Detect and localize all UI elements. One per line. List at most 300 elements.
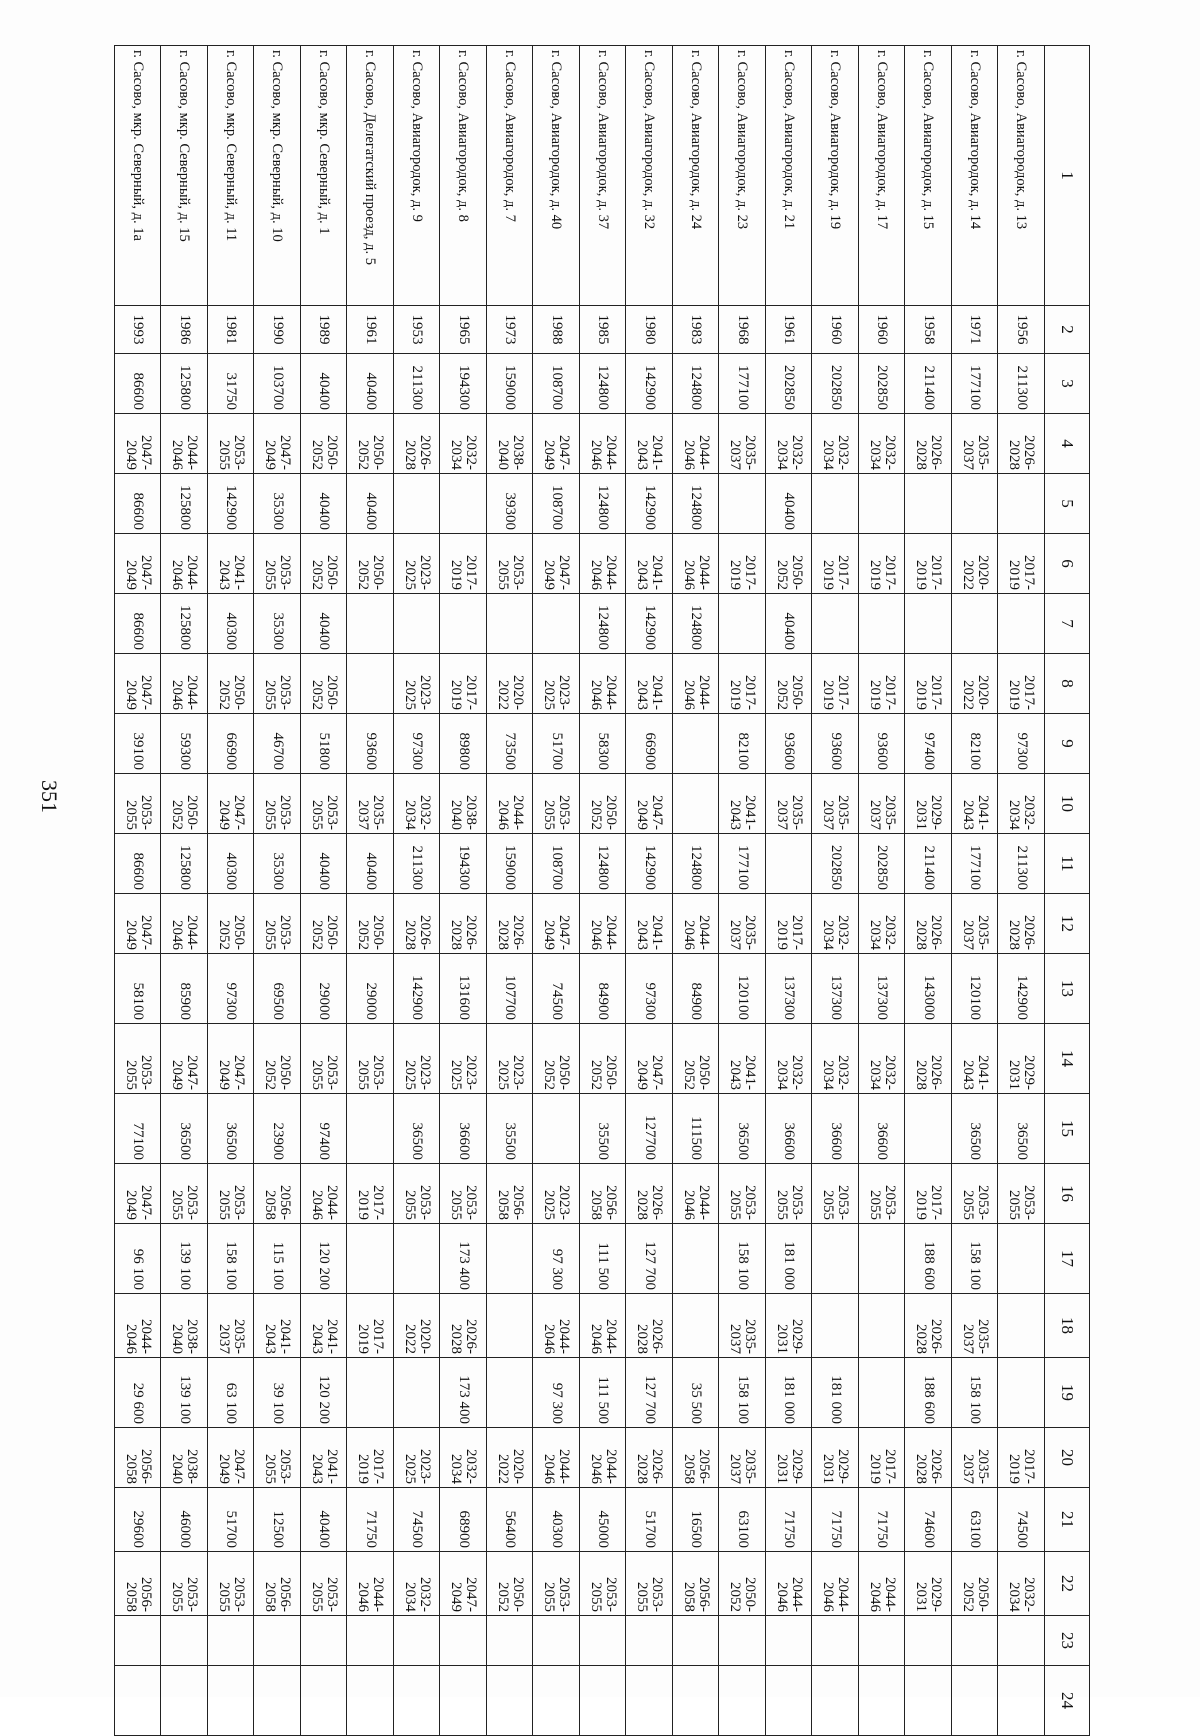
table-cell: 82100 (952, 714, 999, 774)
table-cell: 2050- 2052 (208, 894, 255, 954)
table-cell (673, 774, 720, 834)
table-cell: 177100 (952, 354, 999, 414)
column-header: 2 (1045, 306, 1090, 354)
table-cell (301, 1666, 348, 1736)
table-cell: 211300 (998, 834, 1045, 894)
table-cell (487, 594, 534, 654)
table-cell: 108700 (533, 474, 580, 534)
table-cell: 36500 (161, 1094, 208, 1164)
table-cell: 1961 (347, 306, 394, 354)
table-cell (347, 1358, 394, 1428)
table-cell: 127700 (626, 1094, 673, 1164)
table-row (533, 46, 580, 1736)
table-cell: 158 100 (719, 1224, 766, 1294)
table-cell (487, 1666, 534, 1736)
table-cell: 2047- 2049 (440, 1552, 487, 1616)
table-cell: 2056- 2058 (115, 1428, 162, 1488)
table-cell: 125800 (161, 594, 208, 654)
table-cell: 63100 (719, 1488, 766, 1552)
table-cell (719, 474, 766, 534)
column-number-header-row (1045, 46, 1090, 1736)
table-cell: 2035- 2037 (719, 414, 766, 474)
table-cell (812, 1666, 859, 1736)
table-cell: 2026- 2028 (905, 894, 952, 954)
table-cell: 84900 (673, 954, 720, 1024)
table-cell: 2026- 2028 (487, 894, 534, 954)
table-cell: 16500 (673, 1488, 720, 1552)
table-cell: 2047- 2049 (208, 1024, 255, 1094)
table-cell (905, 474, 952, 534)
column-header: 7 (1045, 594, 1090, 654)
table-cell: 2041- 2043 (719, 1024, 766, 1094)
table-row (115, 46, 162, 1736)
table-cell: 2044- 2046 (533, 1428, 580, 1488)
table-cell: 2044- 2046 (580, 534, 627, 594)
table-cell: 1981 (208, 306, 255, 354)
table-cell (626, 1666, 673, 1736)
table-cell: 2053- 2055 (115, 1024, 162, 1094)
table-cell (347, 1224, 394, 1294)
table-cell: 2044- 2046 (766, 1552, 813, 1616)
table-cell: 158 100 (719, 1358, 766, 1428)
table-cell: 2017- 2019 (998, 1428, 1045, 1488)
table-cell: 40400 (301, 594, 348, 654)
table-cell (533, 1094, 580, 1164)
table-cell: 111500 (673, 1094, 720, 1164)
table-cell: 2035- 2037 (952, 1428, 999, 1488)
address-cell: г. Сасово, Авиагородок, д. 24 (673, 46, 720, 306)
table-row (254, 46, 301, 1736)
table-cell (673, 1294, 720, 1358)
table-cell: 86600 (115, 354, 162, 414)
table-cell: 2020- 2022 (487, 1428, 534, 1488)
table-cell: 2029- 2031 (766, 1294, 813, 1358)
table-cell (859, 474, 906, 534)
table-cell (208, 1666, 255, 1736)
table-cell: 2026- 2028 (905, 414, 952, 474)
table-cell: 2026- 2028 (626, 1164, 673, 1224)
table-cell: 142900 (626, 354, 673, 414)
table-cell: 111 500 (580, 1224, 627, 1294)
table-cell: 2047- 2049 (626, 1024, 673, 1094)
address-cell: г. Сасово, Авиагородок, д. 7 (487, 46, 534, 306)
table-cell: 107700 (487, 954, 534, 1024)
table-cell: 124800 (580, 834, 627, 894)
table-cell (440, 474, 487, 534)
table-cell: 131600 (440, 954, 487, 1024)
table-cell: 2053- 2055 (254, 774, 301, 834)
table-cell: 1985 (580, 306, 627, 354)
table-cell: 139 100 (161, 1358, 208, 1428)
table-cell: 36500 (208, 1094, 255, 1164)
table-cell: 51700 (533, 714, 580, 774)
table-cell: 66900 (626, 714, 673, 774)
table-cell (905, 594, 952, 654)
table-cell (859, 1224, 906, 1294)
table-cell (998, 1224, 1045, 1294)
table-cell: 2041- 2043 (301, 1428, 348, 1488)
table-cell: 51700 (626, 1488, 673, 1552)
table-cell: 2017- 2019 (347, 1164, 394, 1224)
table-cell: 2044- 2046 (161, 654, 208, 714)
table-cell: 2056- 2058 (115, 1552, 162, 1616)
table-cell: 2047- 2049 (533, 414, 580, 474)
table-cell: 36500 (998, 1094, 1045, 1164)
column-header: 22 (1045, 1552, 1090, 1616)
table-cell (347, 594, 394, 654)
table-cell: 2050- 2052 (533, 1024, 580, 1094)
table-cell: 2044- 2046 (673, 894, 720, 954)
table-cell: 2041- 2043 (208, 534, 255, 594)
address-cell: г. Сасово, Авиагородок, д. 40 (533, 46, 580, 306)
table-cell: 45000 (580, 1488, 627, 1552)
table-cell: 2053- 2055 (766, 1164, 813, 1224)
table-cell: 2053- 2055 (812, 1164, 859, 1224)
table-cell: 2023- 2025 (394, 654, 441, 714)
table-cell: 2032- 2034 (440, 1428, 487, 1488)
table-cell: 36500 (719, 1094, 766, 1164)
table-cell: 2032- 2034 (859, 894, 906, 954)
table-cell: 1993 (115, 306, 162, 354)
table-cell: 124800 (580, 354, 627, 414)
table-cell: 1990 (254, 306, 301, 354)
table-cell: 86600 (115, 834, 162, 894)
address-cell: г. Сасово, мкр. Северный, д. 15 (161, 46, 208, 306)
table-cell: 2053- 2055 (533, 774, 580, 834)
table-cell: 2041- 2043 (254, 1294, 301, 1358)
table-cell: 2035- 2037 (208, 1294, 255, 1358)
table-cell: 2053- 2055 (254, 894, 301, 954)
table-cell: 2017- 2019 (812, 654, 859, 714)
table-cell: 35500 (580, 1094, 627, 1164)
table-cell: 2032- 2034 (812, 894, 859, 954)
table-cell: 202850 (859, 834, 906, 894)
table-cell: 202850 (766, 354, 813, 414)
column-header: 8 (1045, 654, 1090, 714)
table-cell: 137300 (766, 954, 813, 1024)
table-cell: 2056- 2058 (673, 1552, 720, 1616)
table-cell: 2023- 2025 (394, 1024, 441, 1094)
table-cell: 71750 (766, 1488, 813, 1552)
table-cell: 96 100 (115, 1224, 162, 1294)
table-cell: 181 000 (812, 1358, 859, 1428)
table-cell (719, 1616, 766, 1666)
table-cell: 158 100 (952, 1224, 999, 1294)
table-cell: 2017- 2019 (905, 534, 952, 594)
table-cell: 2035- 2037 (766, 774, 813, 834)
table-cell: 73500 (487, 714, 534, 774)
table-cell: 124800 (673, 594, 720, 654)
table-cell (766, 1666, 813, 1736)
table-cell: 2044- 2046 (161, 894, 208, 954)
column-header: 1 (1045, 46, 1090, 306)
table-row (440, 46, 487, 1736)
table-cell: 2050- 2052 (952, 1552, 999, 1616)
table-cell: 2053- 2055 (440, 1164, 487, 1224)
table-cell: 2035- 2037 (347, 774, 394, 834)
table-cell: 2017- 2019 (719, 534, 766, 594)
table-cell (394, 1358, 441, 1428)
table-row (487, 46, 534, 1736)
table-cell: 2047- 2049 (208, 1428, 255, 1488)
table-cell: 181 000 (766, 1224, 813, 1294)
table-cell: 1971 (952, 306, 999, 354)
table-cell: 58300 (580, 714, 627, 774)
table-cell: 2026- 2028 (440, 1294, 487, 1358)
table-cell: 2026- 2028 (905, 1428, 952, 1488)
table-cell: 2050- 2052 (580, 1024, 627, 1094)
table-cell: 2017- 2019 (905, 1164, 952, 1224)
table-cell: 93600 (812, 714, 859, 774)
table-cell: 2017- 2019 (859, 654, 906, 714)
table-cell: 2044- 2046 (580, 1294, 627, 1358)
table-cell: 2044- 2046 (533, 1294, 580, 1358)
table-cell: 2035- 2037 (952, 1294, 999, 1358)
table-cell: 188 600 (905, 1224, 952, 1294)
table-cell: 2035- 2037 (952, 894, 999, 954)
table-cell: 40300 (208, 594, 255, 654)
table-cell: 2050- 2052 (301, 654, 348, 714)
table-cell: 2017- 2019 (766, 894, 813, 954)
table-cell: 2041- 2043 (952, 774, 999, 834)
table-cell (905, 1616, 952, 1666)
table-cell: 2050- 2052 (161, 774, 208, 834)
table-cell: 35500 (487, 1094, 534, 1164)
table-cell: 35300 (254, 474, 301, 534)
table-cell: 211300 (394, 354, 441, 414)
table-cell: 137300 (812, 954, 859, 1024)
table-cell: 2038- 2040 (487, 414, 534, 474)
table-cell: 202850 (859, 354, 906, 414)
table-cell: 211300 (394, 834, 441, 894)
table-row (394, 46, 441, 1736)
table-cell: 2053- 2055 (347, 1024, 394, 1094)
table-cell (905, 1094, 952, 1164)
table-cell: 2050- 2052 (301, 414, 348, 474)
table-cell (394, 474, 441, 534)
table-cell: 93600 (766, 714, 813, 774)
table-cell (766, 1616, 813, 1666)
table-cell (161, 1616, 208, 1666)
table-cell: 124800 (580, 474, 627, 534)
column-header: 11 (1045, 834, 1090, 894)
table-cell: 2041- 2043 (301, 1294, 348, 1358)
table-cell: 142900 (626, 474, 673, 534)
table-cell: 120100 (719, 954, 766, 1024)
table-cell: 2035- 2037 (719, 1294, 766, 1358)
table-cell: 2035- 2037 (719, 1428, 766, 1488)
table-cell: 2050- 2052 (766, 534, 813, 594)
table-cell: 194300 (440, 354, 487, 414)
table-cell: 2041- 2043 (626, 414, 673, 474)
table-cell: 2026- 2028 (394, 894, 441, 954)
address-cell: г. Сасово, мкр. Северный, д. 1 (301, 46, 348, 306)
table-cell: 2026- 2028 (998, 894, 1045, 954)
table-cell: 159000 (487, 354, 534, 414)
table-cell: 2050- 2052 (254, 1024, 301, 1094)
table-cell (812, 1616, 859, 1666)
table-cell: 36600 (440, 1094, 487, 1164)
column-header: 13 (1045, 954, 1090, 1024)
table-cell: 2044- 2046 (859, 1552, 906, 1616)
table-cell: 2035- 2037 (812, 774, 859, 834)
table-cell: 40400 (766, 474, 813, 534)
table-cell: 40400 (301, 354, 348, 414)
column-header: 24 (1045, 1666, 1090, 1736)
table-row (719, 46, 766, 1736)
page-number: 351 (37, 780, 62, 813)
table-cell: 2032- 2034 (998, 1552, 1045, 1616)
column-header: 14 (1045, 1024, 1090, 1094)
table-cell: 2047- 2049 (115, 414, 162, 474)
table-cell: 173 400 (440, 1224, 487, 1294)
table-cell: 137300 (859, 954, 906, 1024)
table-cell (208, 1616, 255, 1666)
table-cell: 111 500 (580, 1358, 627, 1428)
column-header: 4 (1045, 414, 1090, 474)
table-cell: 40400 (766, 594, 813, 654)
table-cell: 93600 (859, 714, 906, 774)
table-cell: 1961 (766, 306, 813, 354)
table-cell: 2023- 2025 (533, 1164, 580, 1224)
table-cell: 2050- 2052 (719, 1552, 766, 1616)
table-cell (812, 1294, 859, 1358)
table-cell: 2044- 2046 (161, 414, 208, 474)
table-cell (487, 1224, 534, 1294)
table-cell: 2023- 2025 (533, 654, 580, 714)
table-cell (580, 1666, 627, 1736)
table-cell: 2044- 2046 (673, 1164, 720, 1224)
table-cell (998, 594, 1045, 654)
table-cell (487, 1358, 534, 1428)
table-cell (254, 1666, 301, 1736)
table-cell: 173 400 (440, 1358, 487, 1428)
table-cell: 177100 (719, 834, 766, 894)
table-cell (161, 1666, 208, 1736)
table-cell: 36600 (812, 1094, 859, 1164)
table-cell: 97400 (301, 1094, 348, 1164)
table-cell: 211400 (905, 834, 952, 894)
table-cell: 97 300 (533, 1224, 580, 1294)
table-cell: 124800 (580, 594, 627, 654)
table-cell (719, 594, 766, 654)
table-cell: 2047- 2049 (208, 774, 255, 834)
table-cell: 85900 (161, 954, 208, 1024)
table-cell (440, 1616, 487, 1666)
table-cell: 74600 (905, 1488, 952, 1552)
table-cell: 181 000 (766, 1358, 813, 1428)
table-cell: 1965 (440, 306, 487, 354)
table-cell: 71750 (859, 1488, 906, 1552)
table-cell: 2020- 2022 (952, 534, 999, 594)
table-cell (440, 594, 487, 654)
table-row (301, 46, 348, 1736)
table-cell (533, 594, 580, 654)
table-cell: 35300 (254, 834, 301, 894)
address-cell: г. Сасово, мкр. Северный, д. 1а (115, 46, 162, 306)
table-cell: 2050- 2052 (487, 1552, 534, 1616)
table-cell: 2053- 2055 (208, 1552, 255, 1616)
table-cell: 2017- 2019 (347, 1428, 394, 1488)
table-cell: 2047- 2049 (626, 774, 673, 834)
table-cell: 63 100 (208, 1358, 255, 1428)
table-cell: 71750 (347, 1488, 394, 1552)
table-cell: 143000 (905, 954, 952, 1024)
table-cell: 2023- 2025 (394, 534, 441, 594)
table-cell (115, 1616, 162, 1666)
table-cell: 66900 (208, 714, 255, 774)
table-cell: 202850 (812, 834, 859, 894)
table-cell: 39100 (115, 714, 162, 774)
table-cell (487, 1294, 534, 1358)
table-row (952, 46, 999, 1736)
table-cell: 2056- 2058 (487, 1164, 534, 1224)
table-cell: 40300 (208, 834, 255, 894)
table-cell (998, 1666, 1045, 1736)
column-header: 10 (1045, 774, 1090, 834)
table-cell (673, 1666, 720, 1736)
table-cell (812, 594, 859, 654)
table-cell: 1960 (859, 306, 906, 354)
table-cell: 2047- 2049 (533, 534, 580, 594)
table-cell: 115 100 (254, 1224, 301, 1294)
table-cell: 29600 (115, 1488, 162, 1552)
table-cell: 2026- 2028 (905, 1294, 952, 1358)
table-cell: 2017- 2019 (347, 1294, 394, 1358)
table-cell: 142900 (394, 954, 441, 1024)
table-cell: 97300 (626, 954, 673, 1024)
table-cell: 2032- 2034 (440, 414, 487, 474)
table-cell: 158 100 (208, 1224, 255, 1294)
table-cell (859, 594, 906, 654)
table-cell: 2053- 2055 (115, 774, 162, 834)
rotated-table-container (115, 45, 1090, 1709)
table-cell: 2056- 2058 (673, 1428, 720, 1488)
table-cell: 97300 (394, 714, 441, 774)
table-cell: 2035- 2037 (719, 894, 766, 954)
table-cell: 2032- 2034 (812, 1024, 859, 1094)
table-cell: 2044- 2046 (347, 1552, 394, 1616)
table-cell: 2050- 2052 (301, 534, 348, 594)
table-cell: 2047- 2049 (115, 894, 162, 954)
table-cell: 68900 (440, 1488, 487, 1552)
table-cell: 36500 (952, 1094, 999, 1164)
address-cell: г. Сасово, Авиагородок, д. 8 (440, 46, 487, 306)
table-cell: 2044- 2046 (301, 1164, 348, 1224)
column-header: 6 (1045, 534, 1090, 594)
table-cell: 2026- 2028 (440, 894, 487, 954)
table-cell: 97300 (998, 714, 1045, 774)
table-cell: 2041- 2043 (719, 774, 766, 834)
address-cell: г. Сасово, мкр. Северный, д. 10 (254, 46, 301, 306)
table-cell (394, 1616, 441, 1666)
table-cell: 142900 (208, 474, 255, 534)
table-cell: 2026- 2028 (394, 414, 441, 474)
table-cell: 2032- 2034 (859, 1024, 906, 1094)
table-cell: 36600 (859, 1094, 906, 1164)
table-cell: 2023- 2025 (394, 1428, 441, 1488)
table-cell: 2053- 2055 (394, 1164, 441, 1224)
table-cell (533, 1616, 580, 1666)
table-cell (115, 1666, 162, 1736)
table-cell: 93600 (347, 714, 394, 774)
table-cell (347, 1094, 394, 1164)
table-cell (533, 1666, 580, 1736)
table-cell: 2020- 2022 (487, 654, 534, 714)
table-cell (859, 1616, 906, 1666)
table-cell: 2026- 2028 (998, 414, 1045, 474)
table-cell: 2029- 2031 (905, 774, 952, 834)
